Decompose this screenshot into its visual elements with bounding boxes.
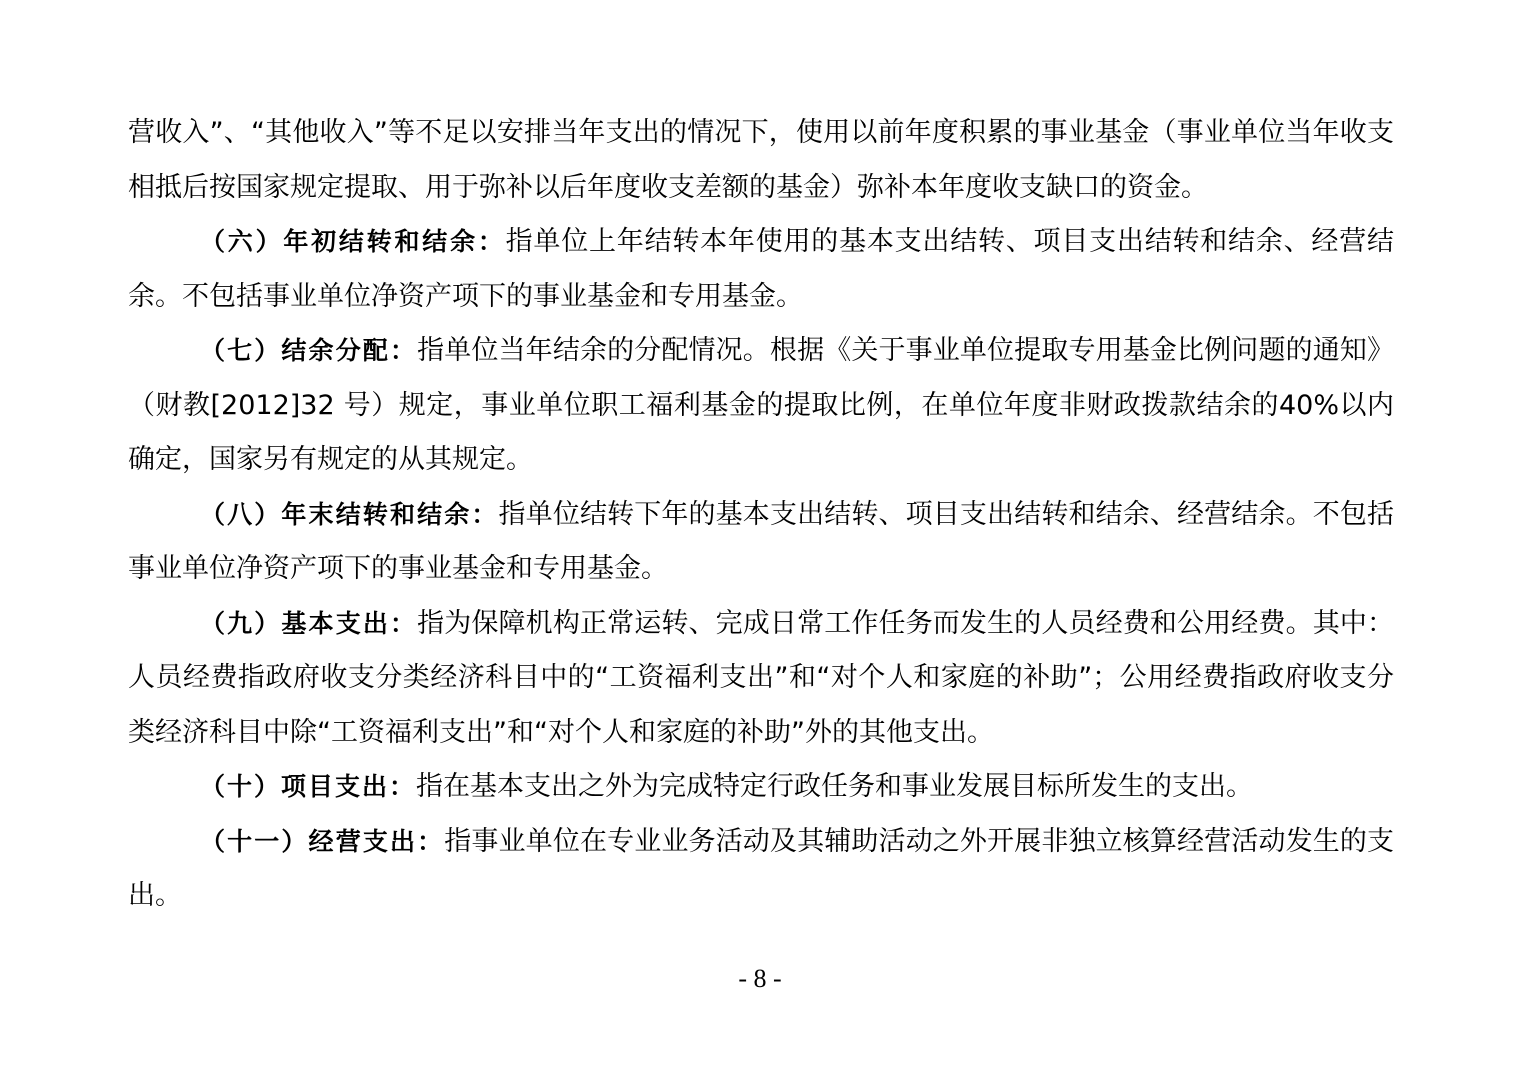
- paragraph-heading: （十）项目支出：: [200, 772, 417, 801]
- paragraph-basic-expenditure: [128, 597, 1394, 761]
- paragraph-text: 指单位结转下年的基本支出结转、项目支出结转和结余、经营结余。不包括事业单位净资产项下的事业基金和专用基金。: [128, 498, 1394, 584]
- paragraph-surplus-distribution: [128, 324, 1394, 488]
- paragraph-year-start-carryover: [128, 215, 1394, 324]
- paragraph-heading: （九）基本支出：: [200, 608, 418, 638]
- paragraph-heading: （六）年初结转和结余：: [200, 227, 506, 256]
- paragraph-text: 指为保障机构正常运转、完成日常工作任务而发生的人员经费和公用经费。其中：人员经费指政府收支分类经济科目中的“工资福利支出”和“对个人和家庭的补助”；公用经费指政府收支分类经济科目中除“工资福利支出”和“对个人和家庭的补助”外的其他支出。: [128, 607, 1394, 748]
- paragraph-year-end-carryover: [128, 488, 1394, 597]
- paragraph-text: 指在基本支出之外为完成特定行政任务和事业发展目标所发生的支出。: [416, 771, 1254, 802]
- body-text: [128, 106, 1394, 924]
- paragraph-text: 指单位当年结余的分配情况。根据《关于事业单位提取专用基金比例问题的通知》（财教[2012]32 号）规定，事业单位职工福利基金的提取比例，在单位年度非财政拨款结余的40%以内确定，国家另有规定的从其规定。: [128, 335, 1394, 475]
- paragraph-operating-expenditure: [128, 815, 1394, 924]
- paragraph-project-expenditure: [128, 760, 1394, 815]
- paragraph-text: 营收入”、“其他收入”等不足以安排当年支出的情况下，使用以前年度积累的事业基金（事业单位当年收支相抵后按国家规定提取、用于弥补以后年度收支差额的基金）弥补本年度收支缺口的资金。: [128, 117, 1394, 203]
- paragraph-heading: （七）结余分配：: [200, 336, 418, 365]
- paragraph-heading: （十一）经营支出：: [200, 826, 445, 856]
- paragraph-heading: （八）年末结转和结余：: [200, 499, 499, 529]
- page-number: - 8 -: [738, 964, 782, 993]
- paragraph-continuation: [128, 106, 1394, 215]
- paragraph-text: 指事业单位在专业业务活动及其辅助活动之外开展非独立核算经营活动发生的支出。: [128, 825, 1394, 911]
- paragraph-text: 指单位上年结转本年使用的基本支出结转、项目支出结转和结余、经营结余。不包括事业单位净资产项下的事业基金和专用基金。: [128, 226, 1394, 312]
